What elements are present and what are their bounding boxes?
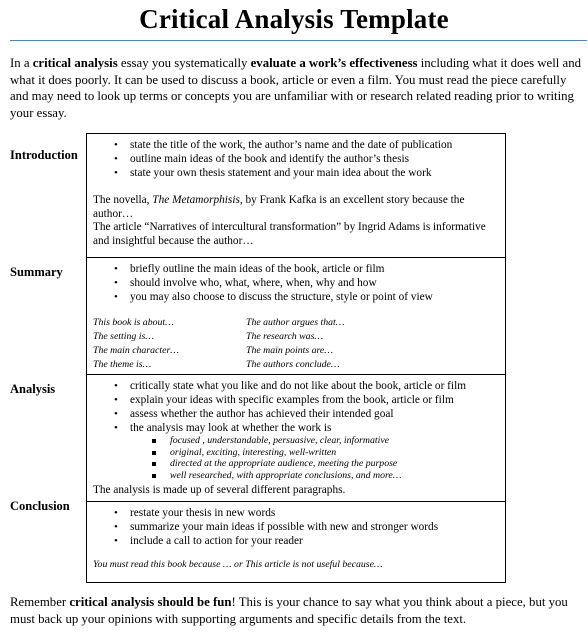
list-item bbox=[86, 152, 452, 166]
outro-text-2: ! This is your chance to say what you think about a piece, but you must back up your opinions with supporting arguments and specific details from the text. bbox=[10, 595, 568, 626]
intro-text-3: including what it does well and what it does poorly. It can be used to discuss a book, article or even a film. You must read the piece carefully and may need to look up terms or concepts you are unfamiliar with or research related reading prior to writing your essay. bbox=[10, 56, 582, 120]
list-item bbox=[86, 421, 466, 435]
sub-bullet-text: well researched, with appropriate conclusions, and more… bbox=[170, 470, 402, 482]
list-item bbox=[148, 458, 401, 470]
square-bullet-icon bbox=[152, 451, 156, 455]
example-text: , by Frank Kafka is an excellent story because the author… bbox=[93, 194, 465, 220]
bullet-text: summarize your main ideas if possible with new and stronger words bbox=[130, 521, 439, 533]
bullet-text: state your own thesis statement and your main idea about the work bbox=[130, 167, 432, 179]
list-item bbox=[148, 470, 401, 482]
page-title: Critical Analysis Template bbox=[139, 4, 449, 34]
intro-bold-1: critical analysis bbox=[32, 56, 118, 70]
closing-paragraph bbox=[10, 594, 586, 627]
bullet-dot-icon: • bbox=[114, 422, 118, 434]
row-divider bbox=[86, 374, 506, 375]
section-label-introduction: Introduction bbox=[10, 148, 78, 162]
list-item bbox=[86, 520, 438, 534]
summary-starter: The research was… bbox=[246, 331, 324, 342]
summary-starter: The authors conclude… bbox=[246, 359, 340, 370]
introduction-example-2: The article “Narratives of intercultural transformation” by Ingrid Adams is informative and insightful because the author… bbox=[93, 221, 486, 247]
list-item bbox=[86, 393, 466, 407]
square-bullet-icon bbox=[152, 462, 156, 466]
bullet-text: include a call to action for your reader bbox=[130, 535, 303, 547]
list-item bbox=[86, 534, 438, 548]
list-item bbox=[148, 435, 401, 447]
bullet-text: restate your thesis in new words bbox=[130, 507, 276, 519]
bullet-dot-icon: • bbox=[114, 291, 118, 303]
bullet-text: critically state what you like and do not like about the book, article or film bbox=[130, 380, 466, 392]
list-item bbox=[86, 138, 452, 152]
introduction-bullets bbox=[86, 138, 452, 180]
row-divider bbox=[86, 501, 506, 502]
bullet-dot-icon: • bbox=[114, 535, 118, 547]
title-underline bbox=[10, 40, 587, 41]
bullet-dot-icon: • bbox=[114, 521, 118, 533]
bullet-dot-icon: • bbox=[114, 394, 118, 406]
bullet-text: state the title of the work, the author’s name and the date of publication bbox=[130, 139, 453, 151]
bullet-dot-icon: • bbox=[114, 380, 118, 392]
bullet-dot-icon: • bbox=[114, 167, 118, 179]
summary-starter: This book is about… bbox=[93, 317, 174, 328]
intro-bold-2: evaluate a work’s effectiveness bbox=[250, 56, 418, 70]
bullet-text: you may also choose to discuss the structure, style or point of view bbox=[130, 291, 433, 303]
example-title: The Metamorphisis bbox=[152, 194, 240, 206]
list-item bbox=[86, 407, 466, 421]
summary-starter: The author argues that… bbox=[246, 317, 345, 328]
bullet-text: assess whether the author has achieved their intended goal bbox=[130, 408, 394, 420]
list-item bbox=[86, 379, 466, 393]
example-text: The novella, bbox=[93, 194, 153, 206]
analysis-note: The analysis is made up of several different paragraphs. bbox=[93, 484, 346, 496]
list-item bbox=[86, 506, 438, 520]
summary-starter: The setting is… bbox=[93, 331, 154, 342]
analysis-bullets bbox=[86, 379, 466, 435]
bullet-text: should involve who, what, where, when, why and how bbox=[130, 277, 377, 289]
analysis-sub-bullets bbox=[148, 435, 401, 482]
introduction-example-1 bbox=[93, 194, 493, 221]
bullet-text: the analysis may look at whether the work is bbox=[130, 422, 332, 434]
bullet-dot-icon: • bbox=[114, 263, 118, 275]
square-bullet-icon bbox=[152, 439, 156, 443]
bullet-dot-icon: • bbox=[114, 277, 118, 289]
bullet-text: briefly outline the main ideas of the book, article or film bbox=[130, 263, 385, 275]
summary-starter: The main character… bbox=[93, 345, 179, 356]
intro-text-2: essay you systematically bbox=[117, 56, 251, 70]
summary-starter: The theme is… bbox=[93, 359, 152, 370]
bullet-text: outline main ideas of the book and identify the author’s thesis bbox=[130, 153, 410, 165]
sub-bullet-text: original, exciting, interesting, well-written bbox=[170, 446, 337, 458]
section-label-analysis: Analysis bbox=[10, 382, 56, 396]
outro-bold: critical analysis should be fun bbox=[69, 595, 232, 609]
list-item bbox=[86, 290, 433, 304]
sub-bullet-text: directed at the appropriate audience, meeting the purpose bbox=[170, 458, 398, 470]
list-item bbox=[86, 262, 433, 276]
summary-bullets bbox=[86, 262, 433, 304]
section-label-summary: Summary bbox=[10, 265, 63, 279]
bullet-dot-icon: • bbox=[114, 408, 118, 420]
list-item bbox=[86, 166, 452, 180]
list-item bbox=[148, 447, 401, 459]
intro-paragraph bbox=[10, 55, 586, 121]
row-divider bbox=[86, 257, 506, 258]
bullet-dot-icon: • bbox=[114, 153, 118, 165]
bullet-dot-icon: • bbox=[114, 139, 118, 151]
bullet-dot-icon: • bbox=[114, 507, 118, 519]
section-label-conclusion: Conclusion bbox=[10, 499, 70, 513]
square-bullet-icon bbox=[152, 474, 156, 478]
conclusion-example: You must read this book because … or This article is not useful because… bbox=[93, 559, 383, 570]
intro-text-1: In a bbox=[10, 56, 33, 70]
summary-starter: The main points are… bbox=[246, 345, 333, 356]
sub-bullet-text: focused , understandable, persuasive, clear, informative bbox=[170, 435, 390, 446]
conclusion-bullets bbox=[86, 506, 438, 548]
list-item bbox=[86, 276, 433, 290]
bullet-text: explain your ideas with specific examples from the book, article or film bbox=[130, 394, 454, 406]
outro-text-1: Remember bbox=[10, 595, 70, 609]
